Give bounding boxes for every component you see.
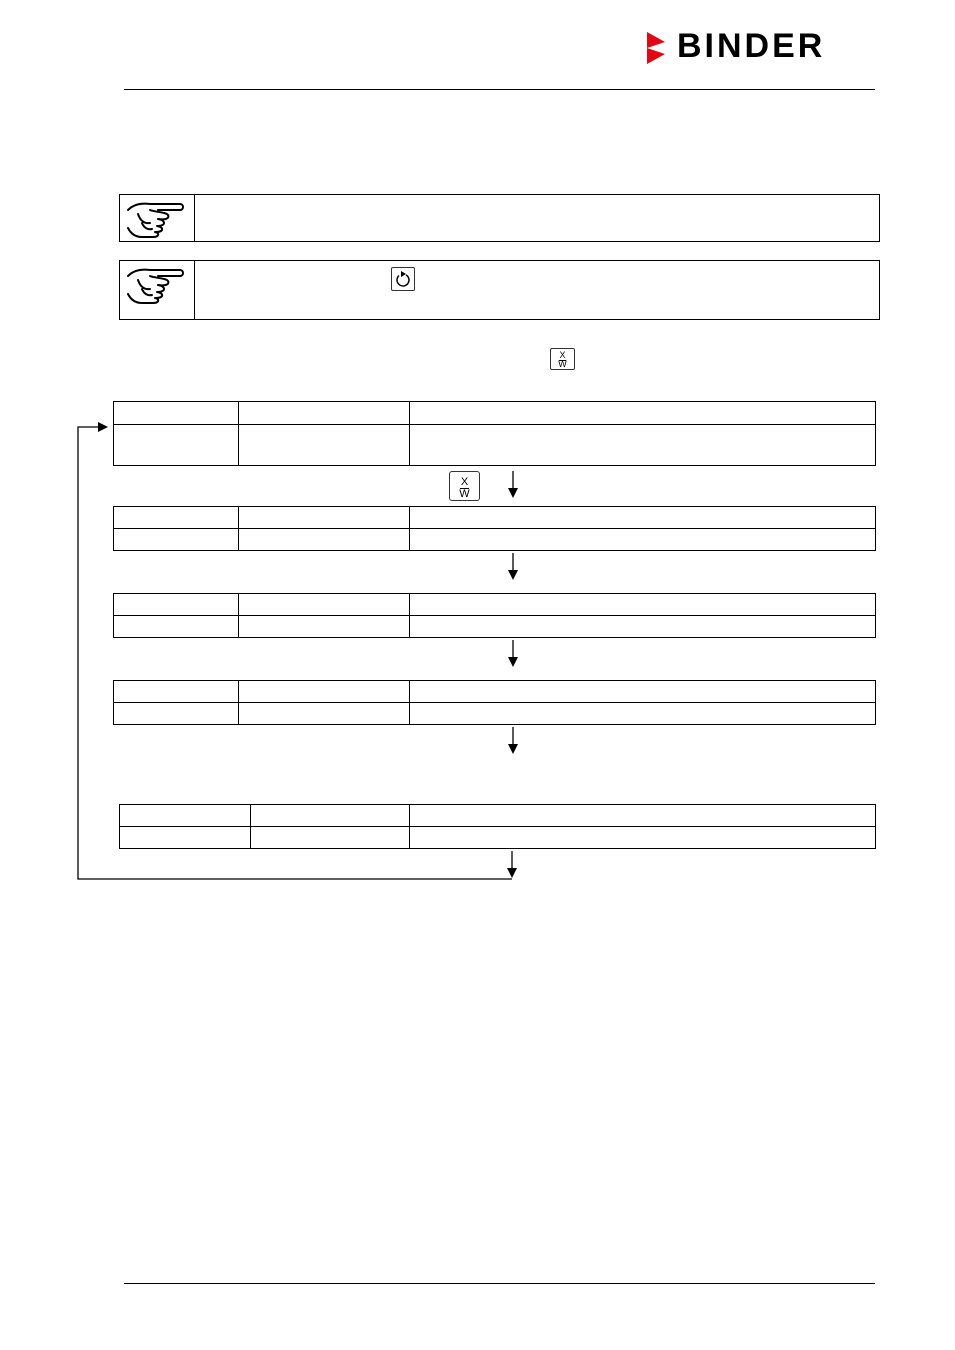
flow-table-4 xyxy=(113,680,876,725)
xw-key-bottom-label: W xyxy=(459,488,470,500)
xw-key-top-label: X xyxy=(559,350,566,360)
table-cell xyxy=(239,703,410,725)
table-row xyxy=(114,681,876,703)
binder-logo-text: BINDER xyxy=(677,27,826,65)
table-cell xyxy=(239,616,410,638)
table-cell xyxy=(114,402,239,425)
flow-table-5 xyxy=(119,804,876,849)
table-cell xyxy=(114,703,239,725)
table-cell xyxy=(410,402,876,425)
table-row xyxy=(114,703,876,725)
flow-table-3 xyxy=(113,593,876,638)
down-arrow-head-5 xyxy=(507,868,517,878)
down-arrow-head-2 xyxy=(508,570,518,580)
table-cell xyxy=(251,805,410,827)
table-cell xyxy=(120,827,251,849)
note-icon-cell xyxy=(120,195,195,241)
xw-key-inline xyxy=(550,348,575,370)
table-cell xyxy=(410,681,876,703)
note-box-1 xyxy=(119,194,880,242)
binder-logo xyxy=(645,27,877,66)
table-row xyxy=(114,616,876,638)
flow-table-2 xyxy=(113,506,876,551)
table-row xyxy=(114,594,876,616)
table-row xyxy=(114,529,876,551)
table-cell xyxy=(410,616,876,638)
table-cell xyxy=(239,594,410,616)
table-cell xyxy=(239,507,410,529)
table-cell xyxy=(114,529,239,551)
down-arrow-head-1 xyxy=(508,488,518,498)
table-cell xyxy=(114,507,239,529)
table-row xyxy=(114,402,876,425)
flow-table-1 xyxy=(113,401,876,466)
table-cell xyxy=(410,703,876,725)
xw-key-bottom-label: W xyxy=(558,359,567,369)
note-box-2 xyxy=(119,260,880,320)
footer-rule xyxy=(124,1283,875,1284)
pointing-hand-icon xyxy=(124,264,186,306)
table-cell xyxy=(239,529,410,551)
header-rule xyxy=(124,89,875,90)
note-icon-cell xyxy=(120,261,195,319)
table-row xyxy=(114,507,876,529)
rotate-arrow-icon xyxy=(392,268,414,290)
down-arrow-head-3 xyxy=(508,657,518,667)
table-cell xyxy=(114,616,239,638)
binder-logo-mark-icon xyxy=(645,30,671,66)
table-cell xyxy=(114,425,239,466)
table-row xyxy=(120,805,876,827)
table-cell xyxy=(114,594,239,616)
table-cell xyxy=(239,425,410,466)
table-cell xyxy=(251,827,410,849)
table-cell xyxy=(239,402,410,425)
table-cell xyxy=(410,529,876,551)
down-arrow-head-4 xyxy=(508,744,518,754)
table-row xyxy=(114,425,876,466)
loop-arrow-head xyxy=(98,422,108,432)
table-cell xyxy=(120,805,251,827)
xw-key-flow xyxy=(449,471,480,501)
table-cell xyxy=(410,805,876,827)
table-row xyxy=(120,827,876,849)
table-cell xyxy=(410,507,876,529)
rotate-key-inline xyxy=(391,267,415,291)
table-cell xyxy=(114,681,239,703)
table-cell xyxy=(410,425,876,466)
table-cell xyxy=(239,681,410,703)
table-cell xyxy=(410,594,876,616)
xw-key-top-label: X xyxy=(460,476,469,488)
pointing-hand-icon xyxy=(124,198,186,240)
table-cell xyxy=(410,827,876,849)
